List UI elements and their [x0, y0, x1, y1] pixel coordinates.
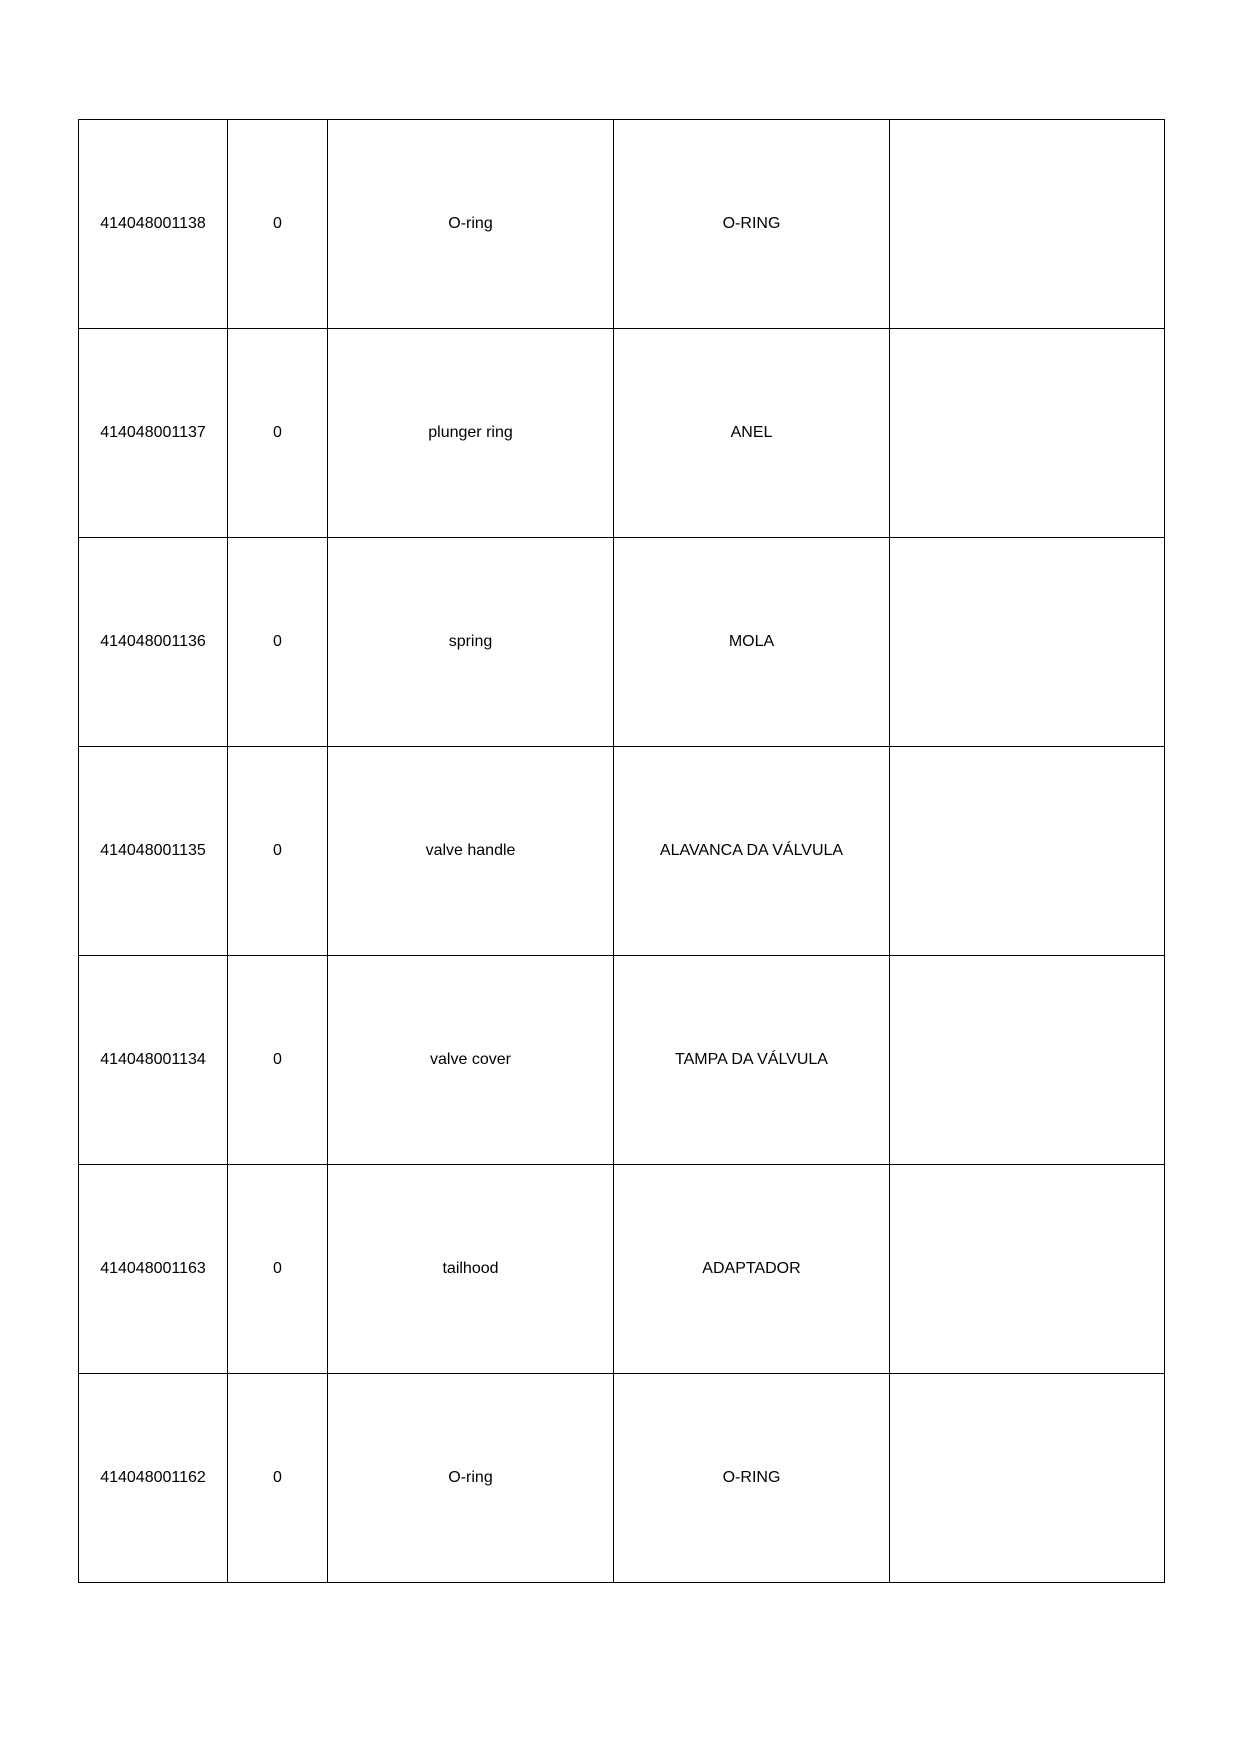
quantity-cell: 0 [228, 956, 328, 1165]
quantity-cell: 0 [228, 329, 328, 538]
note-cell [890, 1374, 1165, 1583]
note-cell [890, 329, 1165, 538]
part-code-cell: 414048001134 [79, 956, 228, 1165]
table-row [79, 538, 1165, 747]
quantity-cell: 0 [228, 1374, 328, 1583]
note-cell [890, 120, 1165, 329]
note-cell [890, 1165, 1165, 1374]
portuguese-name-cell: ADAPTADOR [614, 1165, 890, 1374]
english-name-cell: spring [328, 538, 614, 747]
note-cell [890, 538, 1165, 747]
portuguese-name-cell: O-RING [614, 120, 890, 329]
quantity-cell: 0 [228, 120, 328, 329]
quantity-cell: 0 [228, 1165, 328, 1374]
note-cell [890, 956, 1165, 1165]
part-code-cell: 414048001162 [79, 1374, 228, 1583]
quantity-cell: 0 [228, 538, 328, 747]
english-name-cell: O-ring [328, 120, 614, 329]
part-code-cell: 414048001138 [79, 120, 228, 329]
part-code-cell: 414048001137 [79, 329, 228, 538]
table-row [79, 1165, 1165, 1374]
english-name-cell: valve cover [328, 956, 614, 1165]
table-row [79, 956, 1165, 1165]
english-name-cell: plunger ring [328, 329, 614, 538]
table-row [79, 120, 1165, 329]
part-code-cell: 414048001163 [79, 1165, 228, 1374]
english-name-cell: valve handle [328, 747, 614, 956]
table-row [79, 329, 1165, 538]
part-code-cell: 414048001135 [79, 747, 228, 956]
portuguese-name-cell: ANEL [614, 329, 890, 538]
portuguese-name-cell: O-RING [614, 1374, 890, 1583]
portuguese-name-cell: TAMPA DA VÁLVULA [614, 956, 890, 1165]
english-name-cell: O-ring [328, 1374, 614, 1583]
parts-table [78, 119, 1165, 1583]
table-row [79, 747, 1165, 956]
quantity-cell: 0 [228, 747, 328, 956]
portuguese-name-cell: MOLA [614, 538, 890, 747]
note-cell [890, 747, 1165, 956]
part-code-cell: 414048001136 [79, 538, 228, 747]
english-name-cell: tailhood [328, 1165, 614, 1374]
portuguese-name-cell: ALAVANCA DA VÁLVULA [614, 747, 890, 956]
table-row [79, 1374, 1165, 1583]
